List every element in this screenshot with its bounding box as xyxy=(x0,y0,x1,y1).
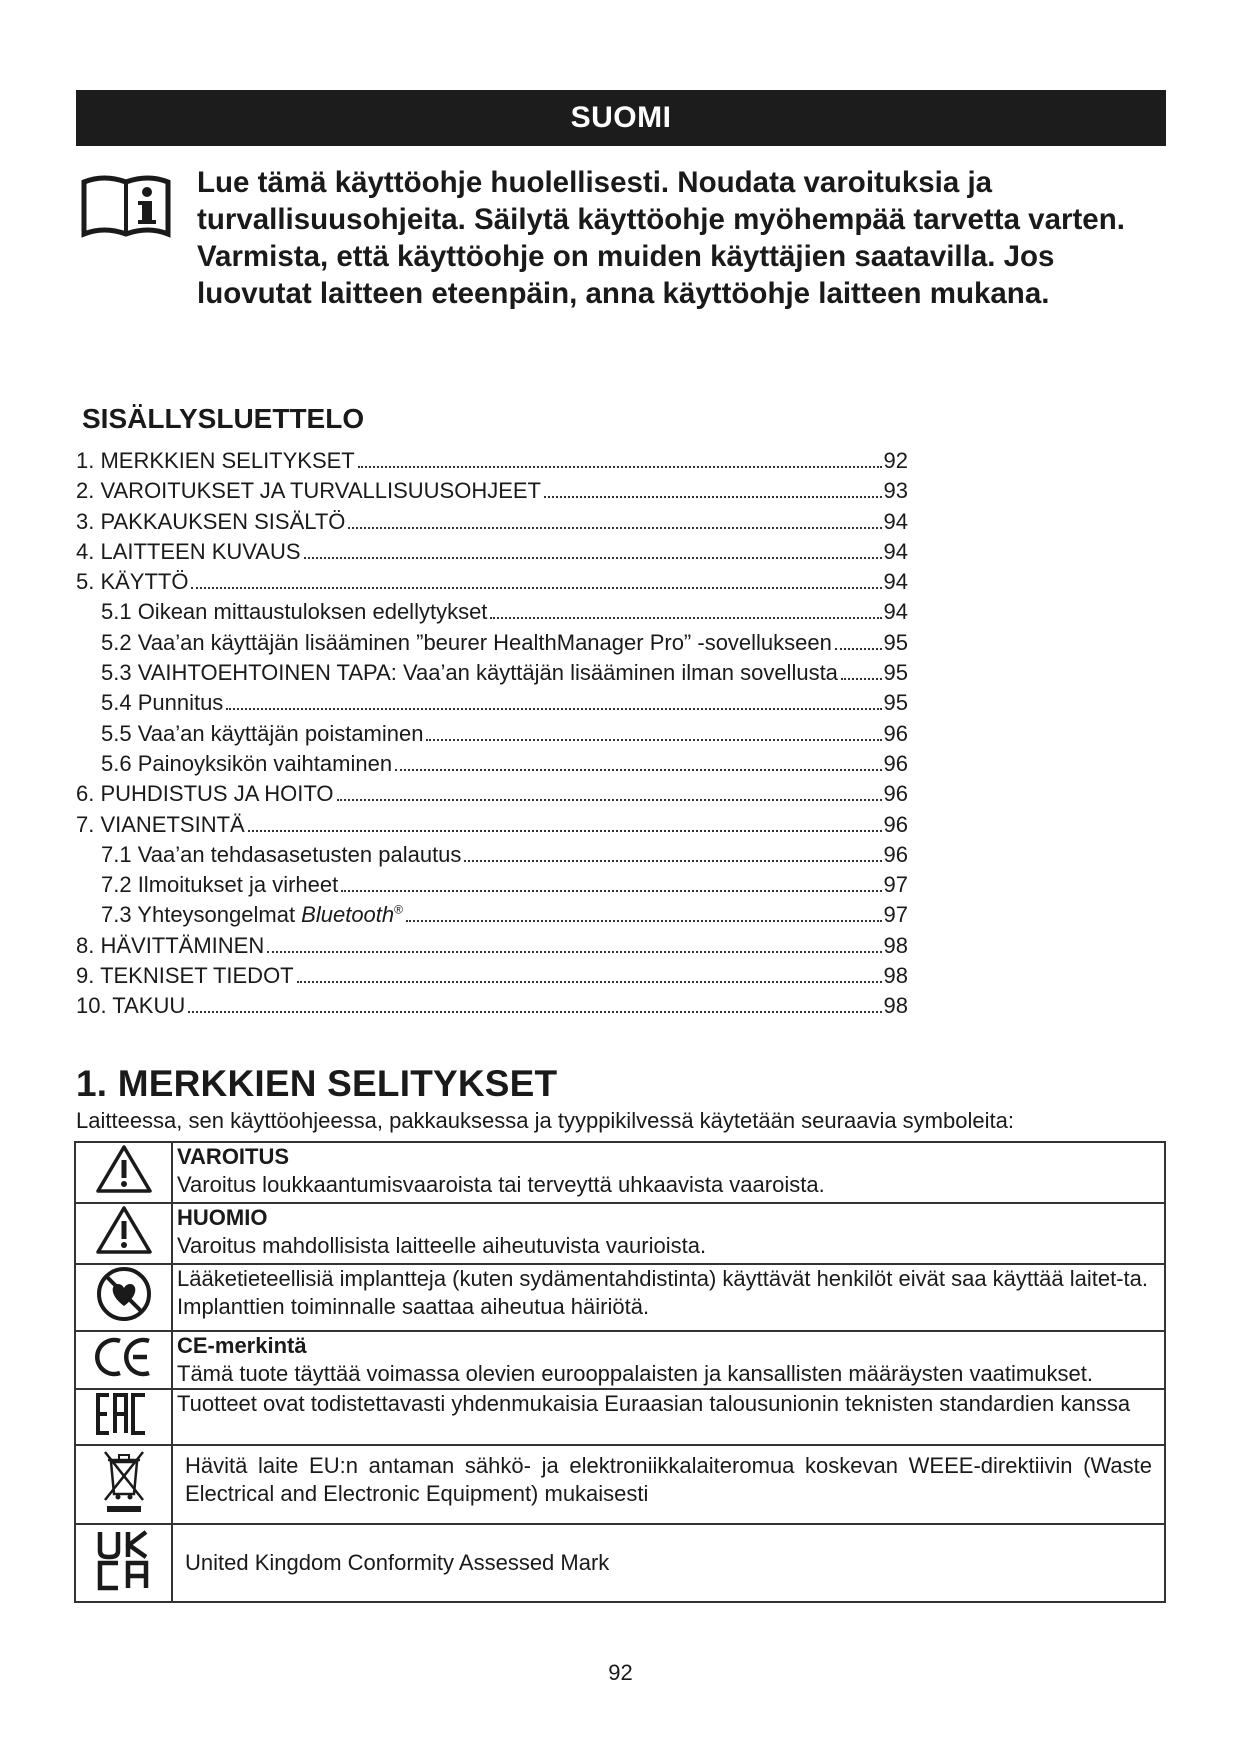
caution-triangle-icon xyxy=(94,1204,154,1256)
intro-text: Lue tämä käyttöohje huolellisesti. Noudata varoituksia ja turvallisuusohjeita. Säilytä käyttöohje myöhempää tarvetta varten. Varmista, että käyttöohje on muiden käyttäjien saatavilla. Jos luovutat laitteen eteenpäin, anna käyttöohje laitteen mukana. xyxy=(197,166,1125,310)
toc-subitem[interactable]: 5.3 VAIHTOEHTOINEN TAPA: Vaa’an käyttäjän lisääminen ilman sovellusta 95 xyxy=(101,660,908,686)
warning-triangle-icon xyxy=(94,1143,154,1195)
toc-item[interactable]: 6. PUHDISTUS JA HOITO 96 xyxy=(76,781,908,807)
toc-subitem[interactable]: 7.1 Vaa’an tehdasasetusten palautus 96 xyxy=(101,841,908,867)
table-row: Lääketieteellisiä implantteja (kuten sydämentahdistinta) käyttävät henkilöt eivät saa käyttää laitet-ta. Implanttien toiminnalle saattaa aiheutua häiriötä. xyxy=(75,1264,1165,1331)
toc-subitem[interactable]: 5.2 Vaa’an käyttäjän lisääminen ”beurer HealthManager Pro” -sovellukseen 95 xyxy=(101,629,908,655)
toc-item[interactable]: 9. TEKNISET TIEDOT 98 xyxy=(76,963,908,989)
ukca-mark-icon xyxy=(96,1529,152,1591)
toc-subitem[interactable]: 5.1 Oikean mittaustuloksen edellytykset 94 xyxy=(101,599,908,625)
toc-subitem[interactable]: 7.3 Yhteysongelmat Bluetooth® 97 xyxy=(101,902,908,928)
table-row: United Kingdom Conformity Assessed Mark xyxy=(75,1524,1165,1602)
page-number: 92 xyxy=(608,1660,633,1685)
toc-item[interactable]: 10. TAKUU 98 xyxy=(76,993,908,1019)
weee-bin-icon xyxy=(99,1448,149,1514)
table-row: HUOMIO Varoitus mahdollisista laitteelle aiheutuvista vaurioista. xyxy=(75,1203,1165,1264)
table-row: CE-merkintä Tämä tuote täyttää voimassa olevien eurooppalaisten ja kansallisten määräysten vaatimukset. xyxy=(75,1331,1165,1389)
symbols-table xyxy=(74,1141,1166,1603)
toc-subitem[interactable]: 5.4 Punnitus 95 xyxy=(101,690,908,716)
toc-item[interactable]: 4. LAITTEEN KUVAUS 94 xyxy=(76,538,908,564)
toc-item[interactable]: 2. VAROITUKSET JA TURVALLISUUSOHJEET 93 xyxy=(76,478,908,504)
toc-item[interactable]: 3. PAKKAUKSEN SISÄLTÖ 94 xyxy=(76,508,908,534)
section-title: 1. MERKKIEN SELITYKSET xyxy=(76,1063,558,1104)
toc-item[interactable]: 8. HÄVITTÄMINEN 98 xyxy=(76,932,908,958)
toc-subitem[interactable]: 5.5 Vaa’an käyttäjän poistaminen 96 xyxy=(101,720,908,746)
language-header xyxy=(76,90,1166,146)
language-title: SUOMI xyxy=(570,101,672,134)
toc-title: SISÄLLYSLUETTELO xyxy=(82,403,365,434)
ce-mark-icon xyxy=(93,1335,155,1379)
no-pacemaker-icon xyxy=(95,1265,153,1323)
table-row: Tuotteet ovat todistettavasti yhdenmukaisia Euraasian talousunionin teknisten standardien kanssa xyxy=(75,1389,1165,1445)
section-intro: Laitteessa, sen käyttöohjeessa, pakkauksessa ja tyyppikilvessä käytetään seuraavia symboleita: xyxy=(76,1108,1014,1133)
toc-item[interactable]: 5. KÄYTTÖ 94 xyxy=(76,569,908,595)
table-of-contents xyxy=(76,448,908,1024)
table-row: VAROITUS Varoitus loukkaantumisvaaroista tai terveyttä uhkaavista vaaroista. xyxy=(75,1142,1165,1203)
toc-subitem[interactable]: 5.6 Painoyksikön vaihtaminen 96 xyxy=(101,750,908,776)
toc-item[interactable]: 1. MERKKIEN SELITYKSET 92 xyxy=(76,448,908,473)
read-manual-info-icon xyxy=(80,168,172,248)
toc-subitem[interactable]: 7.2 Ilmoitukset ja virheet 97 xyxy=(101,872,908,898)
toc-item[interactable]: 7. VIANETSINTÄ 96 xyxy=(76,811,908,837)
intro-notice xyxy=(80,164,1170,312)
eac-mark-icon xyxy=(95,1392,153,1436)
table-row: Hävitä laite EU:n antaman sähkö- ja elektroniikkalaiteromua koskevan WEEE-direktiivin (Waste Electrical and Electronic Equipment) mukaisesti xyxy=(75,1445,1165,1524)
